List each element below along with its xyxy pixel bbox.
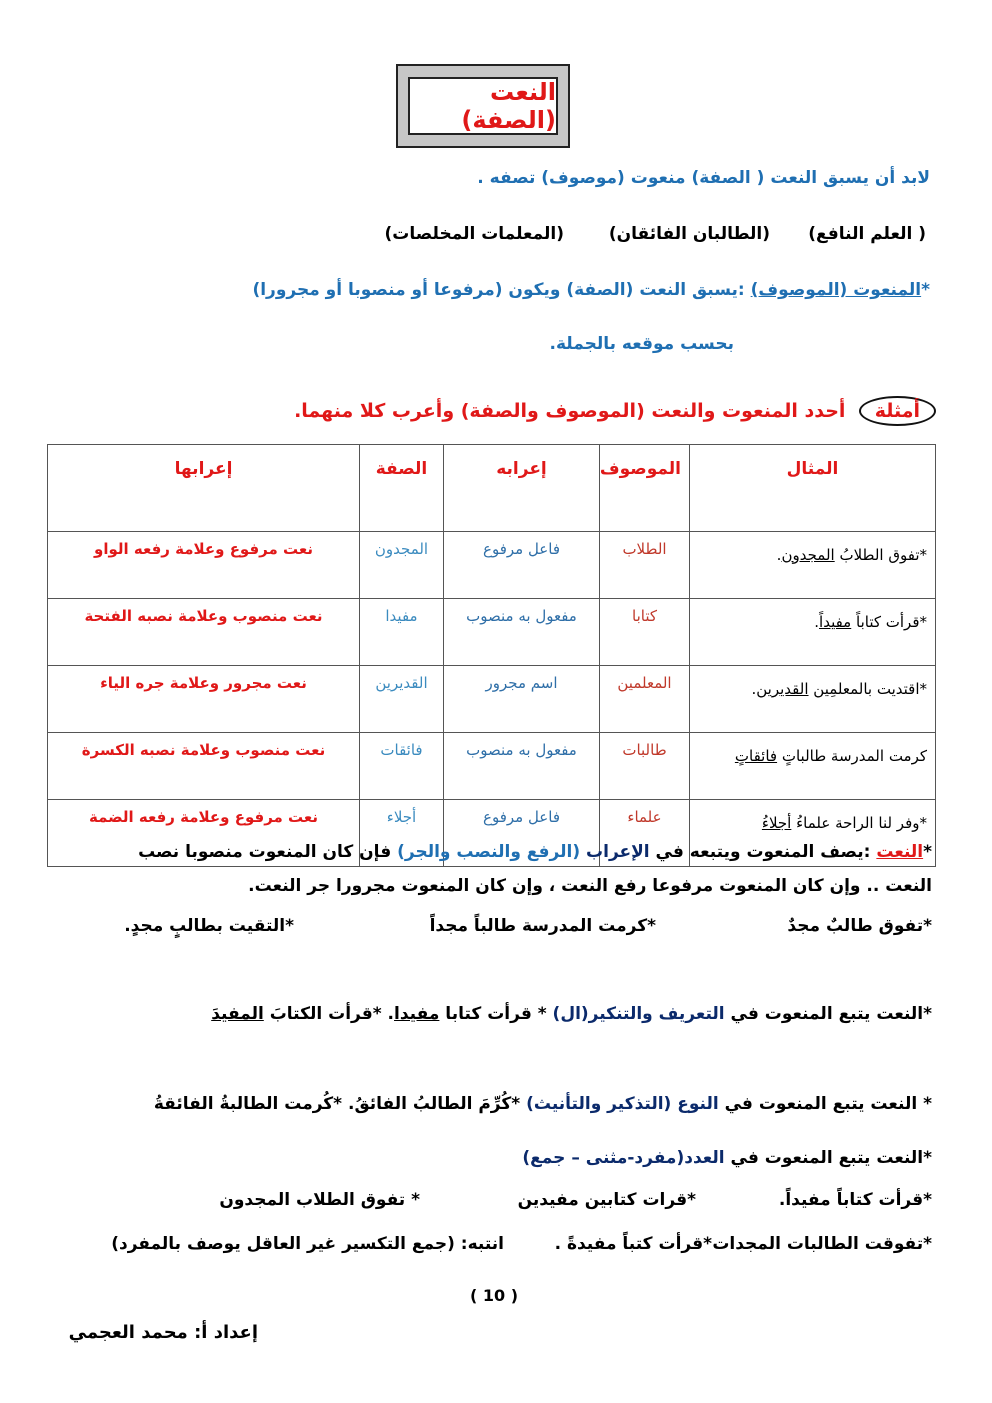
intro-example-3: (المعلمات المخلصات) xyxy=(384,224,564,244)
header-irab2: إعرابها xyxy=(48,445,360,532)
cell-example xyxy=(690,666,936,733)
example-end: . xyxy=(814,613,820,631)
intro-line-3-rest: :يسبق النعت (الصفة) ويكون (مرفوعا أو منصوبا أو مجرورا) xyxy=(252,280,751,300)
rule-3-text-a: * النعت يتبع المنعوت في xyxy=(718,1094,932,1114)
rule-4-example-2: *قرات كتابين مفيدين xyxy=(517,1190,696,1210)
rule-1-line-1 xyxy=(138,842,932,862)
header-mawsuf: الموصوف xyxy=(600,445,690,532)
example-text: *تفوق الطلابُ xyxy=(834,546,927,564)
cell-example xyxy=(690,532,936,599)
cell-sifa: فائقات xyxy=(360,733,444,800)
example-end: . xyxy=(776,546,782,564)
rule-3-topic: النوع (التذكير والتأنيث) xyxy=(526,1094,719,1114)
example-underlined: فائقاتٍ xyxy=(734,747,778,765)
cell-irab2: نعت مجرور وعلامة جره الياء xyxy=(48,666,360,733)
table-row xyxy=(48,666,936,733)
cell-mawsuf: كتابا xyxy=(600,599,690,666)
cell-irab1: فاعل مرفوع xyxy=(444,800,600,867)
table-row xyxy=(48,599,936,666)
cell-sifa: القديرين xyxy=(360,666,444,733)
cell-irab1: فاعل مرفوع xyxy=(444,532,600,599)
rule-4-example-3: * تفوق الطلاب المجدون xyxy=(219,1190,420,1210)
examples-table xyxy=(47,444,936,867)
rule-3 xyxy=(154,1094,932,1114)
rule-1-term: النعت xyxy=(876,842,924,862)
cell-mawsuf: طالبات xyxy=(600,733,690,800)
rule-1-line-2: النعت .. وإن كان المنعوت مرفوعا رفع النعت ، وإن كان المنعوت مجرورا جر النعت. xyxy=(248,876,932,896)
author-label: إعداد أ: xyxy=(187,1322,258,1343)
rule-4-example-5: *قرأت كتباً مفيدةً . xyxy=(554,1234,712,1254)
rule-4-note: انتبه: (جمع التكسير غير العاقل يوصف بالمفرد) xyxy=(111,1234,504,1254)
rule-4 xyxy=(522,1148,932,1168)
rule-4-topic: العدد xyxy=(684,1148,725,1168)
rule-4-example-1: *قرأت كتاباً مفيداً. xyxy=(778,1190,932,1210)
title-inner-box xyxy=(408,77,558,135)
cell-irab1: اسم مجرور xyxy=(444,666,600,733)
example-underlined: القديرين xyxy=(756,680,809,698)
rule-4-cases: (مفرد-مثنى – جمع) xyxy=(522,1148,685,1168)
examples-heading-text: أحدد المنعوت والنعت (الموصوف والصفة) وأعرب كلا منهما. xyxy=(294,400,846,422)
table-header-row xyxy=(48,445,936,532)
intro-example-1: ( العلم النافع) xyxy=(808,224,926,244)
table-row xyxy=(48,733,936,800)
rule-3-text-c: *كُرِّمَ الطالبُ الفائقُ. *كُرمت الطالبةُ الفائقةُ xyxy=(153,1094,527,1114)
rule-2-underlined-2: المفيدَ xyxy=(211,1004,264,1024)
header-sifa: الصفة xyxy=(360,445,444,532)
rule-1-example-1: *تفوق طالبٌ مجدٌ xyxy=(787,916,932,936)
cell-irab2: نعت منصوب وعلامة نصبه الفتحة xyxy=(48,599,360,666)
cell-irab2: نعت مرفوع وعلامة رفعه الضمة xyxy=(48,800,360,867)
example-text: *قرأت كتاباً xyxy=(851,613,927,631)
intro-example-2: (الطالبان الفائقان) xyxy=(608,224,770,244)
rule-2-text-a: *النعت يتبع المنعوت في xyxy=(724,1004,932,1024)
cell-sifa: أجلاء xyxy=(360,800,444,867)
rule-4-example-4: *تفوقت الطالبات المجدات xyxy=(712,1234,932,1254)
author-credit xyxy=(69,1322,258,1343)
page-title: النعت (الصفة) xyxy=(461,78,556,134)
cell-irab1: مفعول به منصوب xyxy=(444,733,600,800)
header-irab1: إعرابه xyxy=(444,445,600,532)
rule-1-text-a: :يصف المنعوت ويتبعه في xyxy=(649,842,877,862)
intro-line-3-term: المنعوت (الموصوف) xyxy=(750,280,922,300)
cell-sifa: مفيدا xyxy=(360,599,444,666)
intro-line-1: لابد أن يسبق النعت ( الصفة) منعوت (موصوف) تصفه . xyxy=(477,168,930,188)
header-example: المثال xyxy=(690,445,936,532)
cell-irab2: نعت مرفوع وعلامة رفعه الواو xyxy=(48,532,360,599)
intro-line-3 xyxy=(252,280,930,300)
rule-2 xyxy=(211,1004,932,1024)
example-underlined: المجدون xyxy=(781,546,835,564)
example-end: . xyxy=(751,680,757,698)
table-row xyxy=(48,532,936,599)
rule-1-example-2: *كرمت المدرسة طالباً مجداً xyxy=(429,916,656,936)
examples-circled-label: أمثلة xyxy=(859,396,936,426)
rule-1-irab: الإعراب xyxy=(586,842,650,862)
author-name: محمد العجمي xyxy=(68,1322,188,1343)
rule-2-text-c: * قرأت كتابا xyxy=(439,1004,553,1024)
title-frame xyxy=(396,64,570,148)
intro-line-3-star: * xyxy=(921,280,930,300)
example-underlined: مفيداً xyxy=(819,613,852,631)
cell-mawsuf: الطلاب xyxy=(600,532,690,599)
cell-example xyxy=(690,733,936,800)
cell-mawsuf: علماء xyxy=(600,800,690,867)
rule-1-cases: (الرفع والنصب والجر) xyxy=(397,842,587,862)
example-text: *اقتديت بالمعلمِين xyxy=(808,680,927,698)
rule-2-topic: التعريف والتنكير(ال) xyxy=(552,1004,725,1024)
cell-sifa: المجدون xyxy=(360,532,444,599)
example-text: *وفر لنا الراحة علماءُ xyxy=(791,814,927,832)
cell-mawsuf: المعلمين xyxy=(600,666,690,733)
cell-example xyxy=(690,599,936,666)
cell-irab2: نعت منصوب وعلامة نصبه الكسرة xyxy=(48,733,360,800)
examples-heading xyxy=(294,396,936,426)
example-text: كرمت المدرسة طالباتٍ xyxy=(777,747,927,765)
rule-1-star: * xyxy=(923,842,932,862)
intro-line-4: بحسب موقعه بالجملة. xyxy=(549,334,734,354)
rule-4-text-a: *النعت يتبع المنعوت في xyxy=(724,1148,932,1168)
example-underlined: أجلاءُ xyxy=(761,814,792,832)
page-number: ( 10 ) xyxy=(470,1286,519,1305)
rule-1-text-d: فإن كان المنعوت منصوبا نصب xyxy=(138,842,398,862)
rule-2-text-e: . *قرأت الكتابَ xyxy=(263,1004,395,1024)
rule-1-example-3: *التقيت بطالبٍ مجدٍ. xyxy=(124,916,294,936)
cell-irab1: مفعول به منصوب xyxy=(444,599,600,666)
rule-2-underlined-1: مفيدا xyxy=(394,1004,440,1024)
